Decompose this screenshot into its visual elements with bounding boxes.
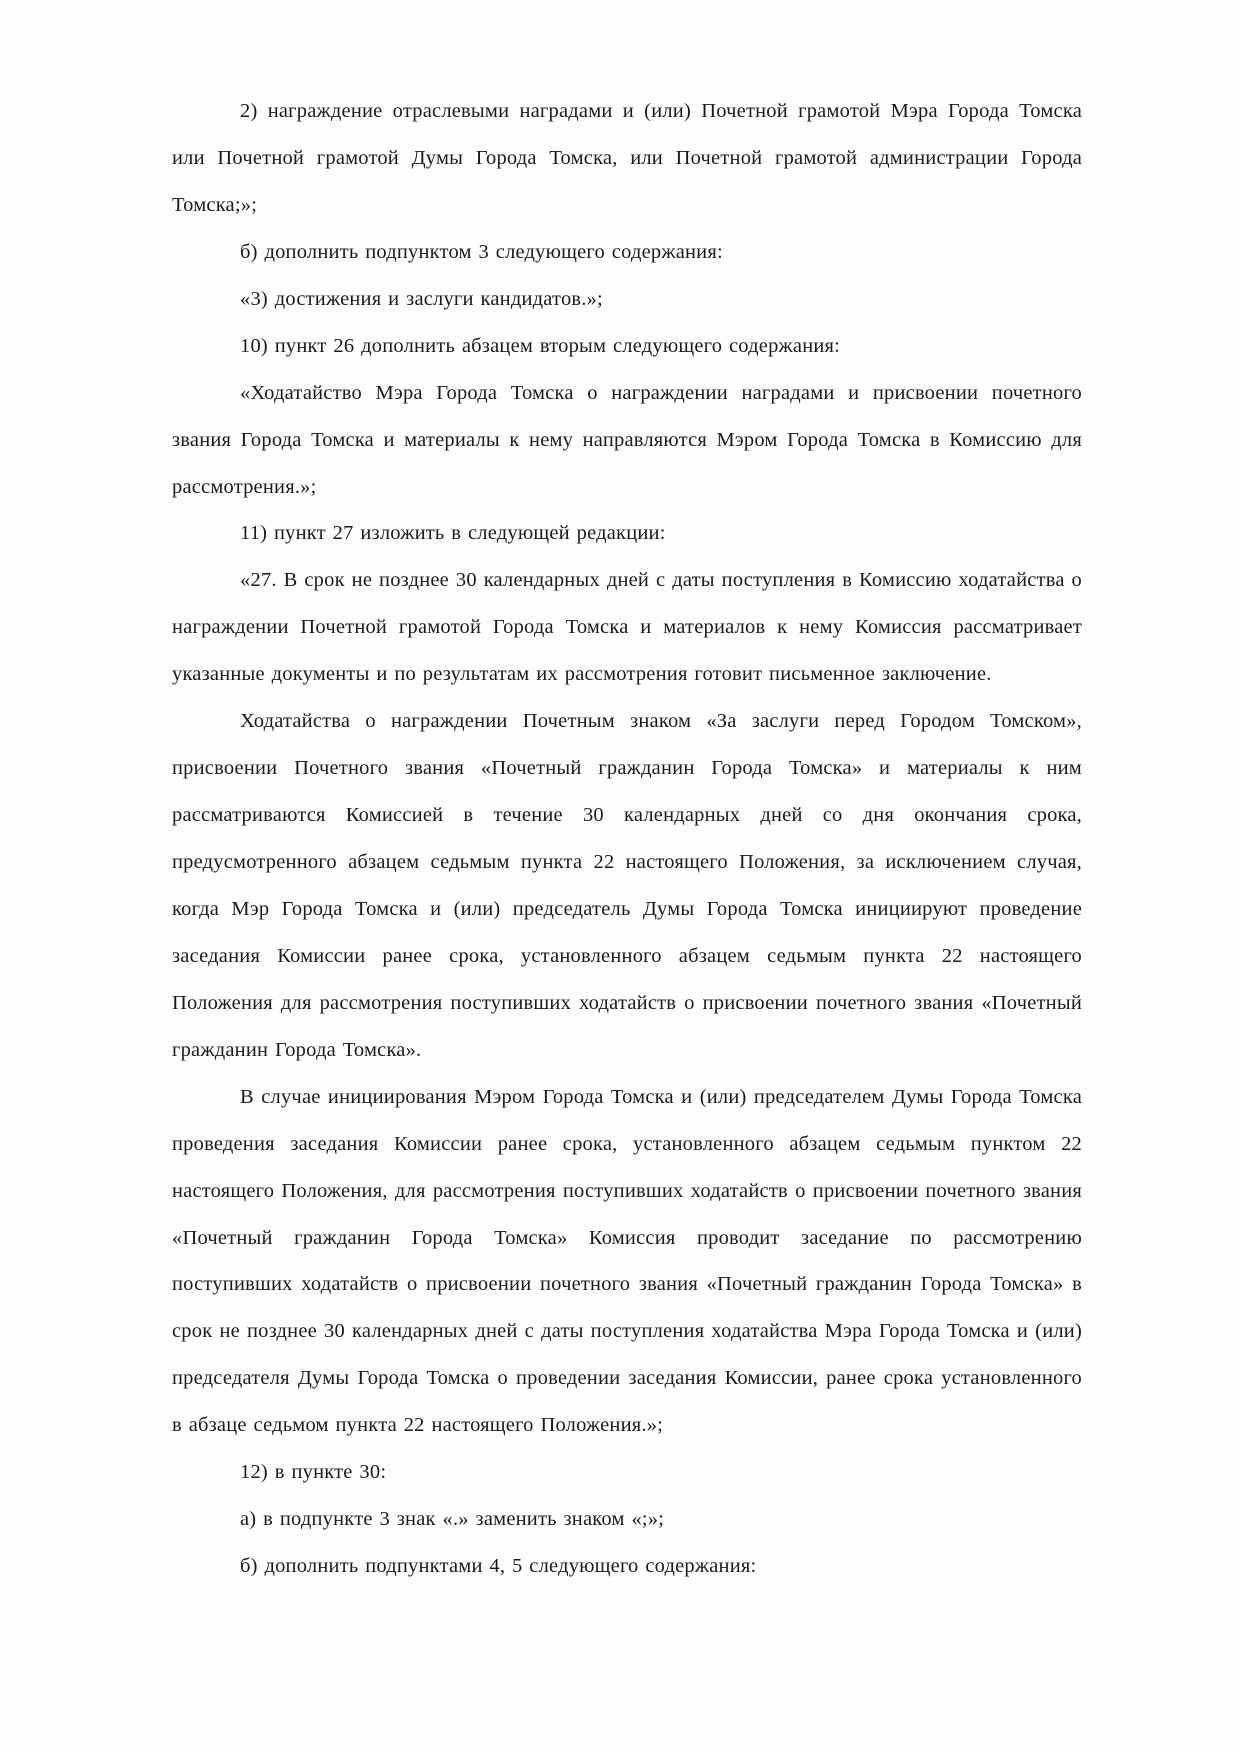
document-text-block — [172, 88, 1082, 1590]
paragraph: б) дополнить подпунктом 3 следующего содержания: — [240, 240, 723, 263]
paragraph: Ходатайства о награждении Почетным знаком «За заслуги перед Городом Томском», присвоении Почетного звания «Почетный гражданин Города Томска» и материалы к ним рассматриваются Комиссией в течение 30 календарных дней со дня окончания срока, предусмотренного абзацем седьмым пункта 22 настоящего Положения, за исключением случая, когда Мэр Города Томска и (или) председатель Думы Города Томска инициируют проведение заседания Комиссии ранее срока, установленного абзацем седьмым пункта 22 настоящего Положения для рассмотрения поступивших ходатайств о присвоении почетного звания «Почетный гражданин Города Томска». — [172, 710, 1082, 1061]
paragraph: а) в подпункте 3 знак «.» заменить знаком «;»; — [240, 1508, 665, 1531]
paragraph: «27. В срок не позднее 30 календарных дней с даты поступления в Комиссию ходатайства о награждении Почетной грамотой Города Томска и материалов к нему Комиссия рассматривает указанные документы и по результатам их рассмотрения готовит письменное заключение. — [172, 569, 1082, 686]
paragraph: В случае инициирования Мэром Города Томска и (или) председателем Думы Города Томска проведения заседания Комиссии ранее срока, установленного абзацем седьмым пунктом 22 настоящего Положения, для рассмотрения поступивших ходатайств о присвоении почетного звания «Почетный гражданин Города Томска» Комиссия проводит заседание по рассмотрению поступивших ходатайств о присвоении почетного звания «Почетный гражданин Города Томска» в срок не позднее 30 календарных дней с даты поступления ходатайства Мэра Города Томска и (или) председателя Думы Города Томска о проведении заседания Комиссии, ранее срока установленного в абзаце седьмом пункта 22 настоящего Положения.»; — [172, 1085, 1082, 1437]
paragraph: 12) в пункте 30: — [240, 1461, 387, 1484]
paragraph: 2) награждение отраслевыми наградами и (или) Почетной грамотой Мэра Города Томска или Почетной грамотой Думы Города Томска, или Почетной грамотой администрации Города Томска;»; — [172, 100, 1082, 216]
paragraph: «Ходатайство Мэра Города Томска о награждении наградами и присвоении почетного звания Города Томска и материалы к нему направляются Мэром Города Томска в Комиссию для рассмотрения.»; — [172, 381, 1082, 498]
paragraph: «3) достижения и заслуги кандидатов.»; — [240, 287, 603, 310]
paragraph: 10) пункт 26 дополнить абзацем вторым следующего содержания: — [240, 334, 841, 357]
paragraph: 11) пункт 27 изложить в следующей редакции: — [240, 522, 666, 545]
paragraph: б) дополнить подпунктами 4, 5 следующего содержания: — [240, 1555, 757, 1578]
